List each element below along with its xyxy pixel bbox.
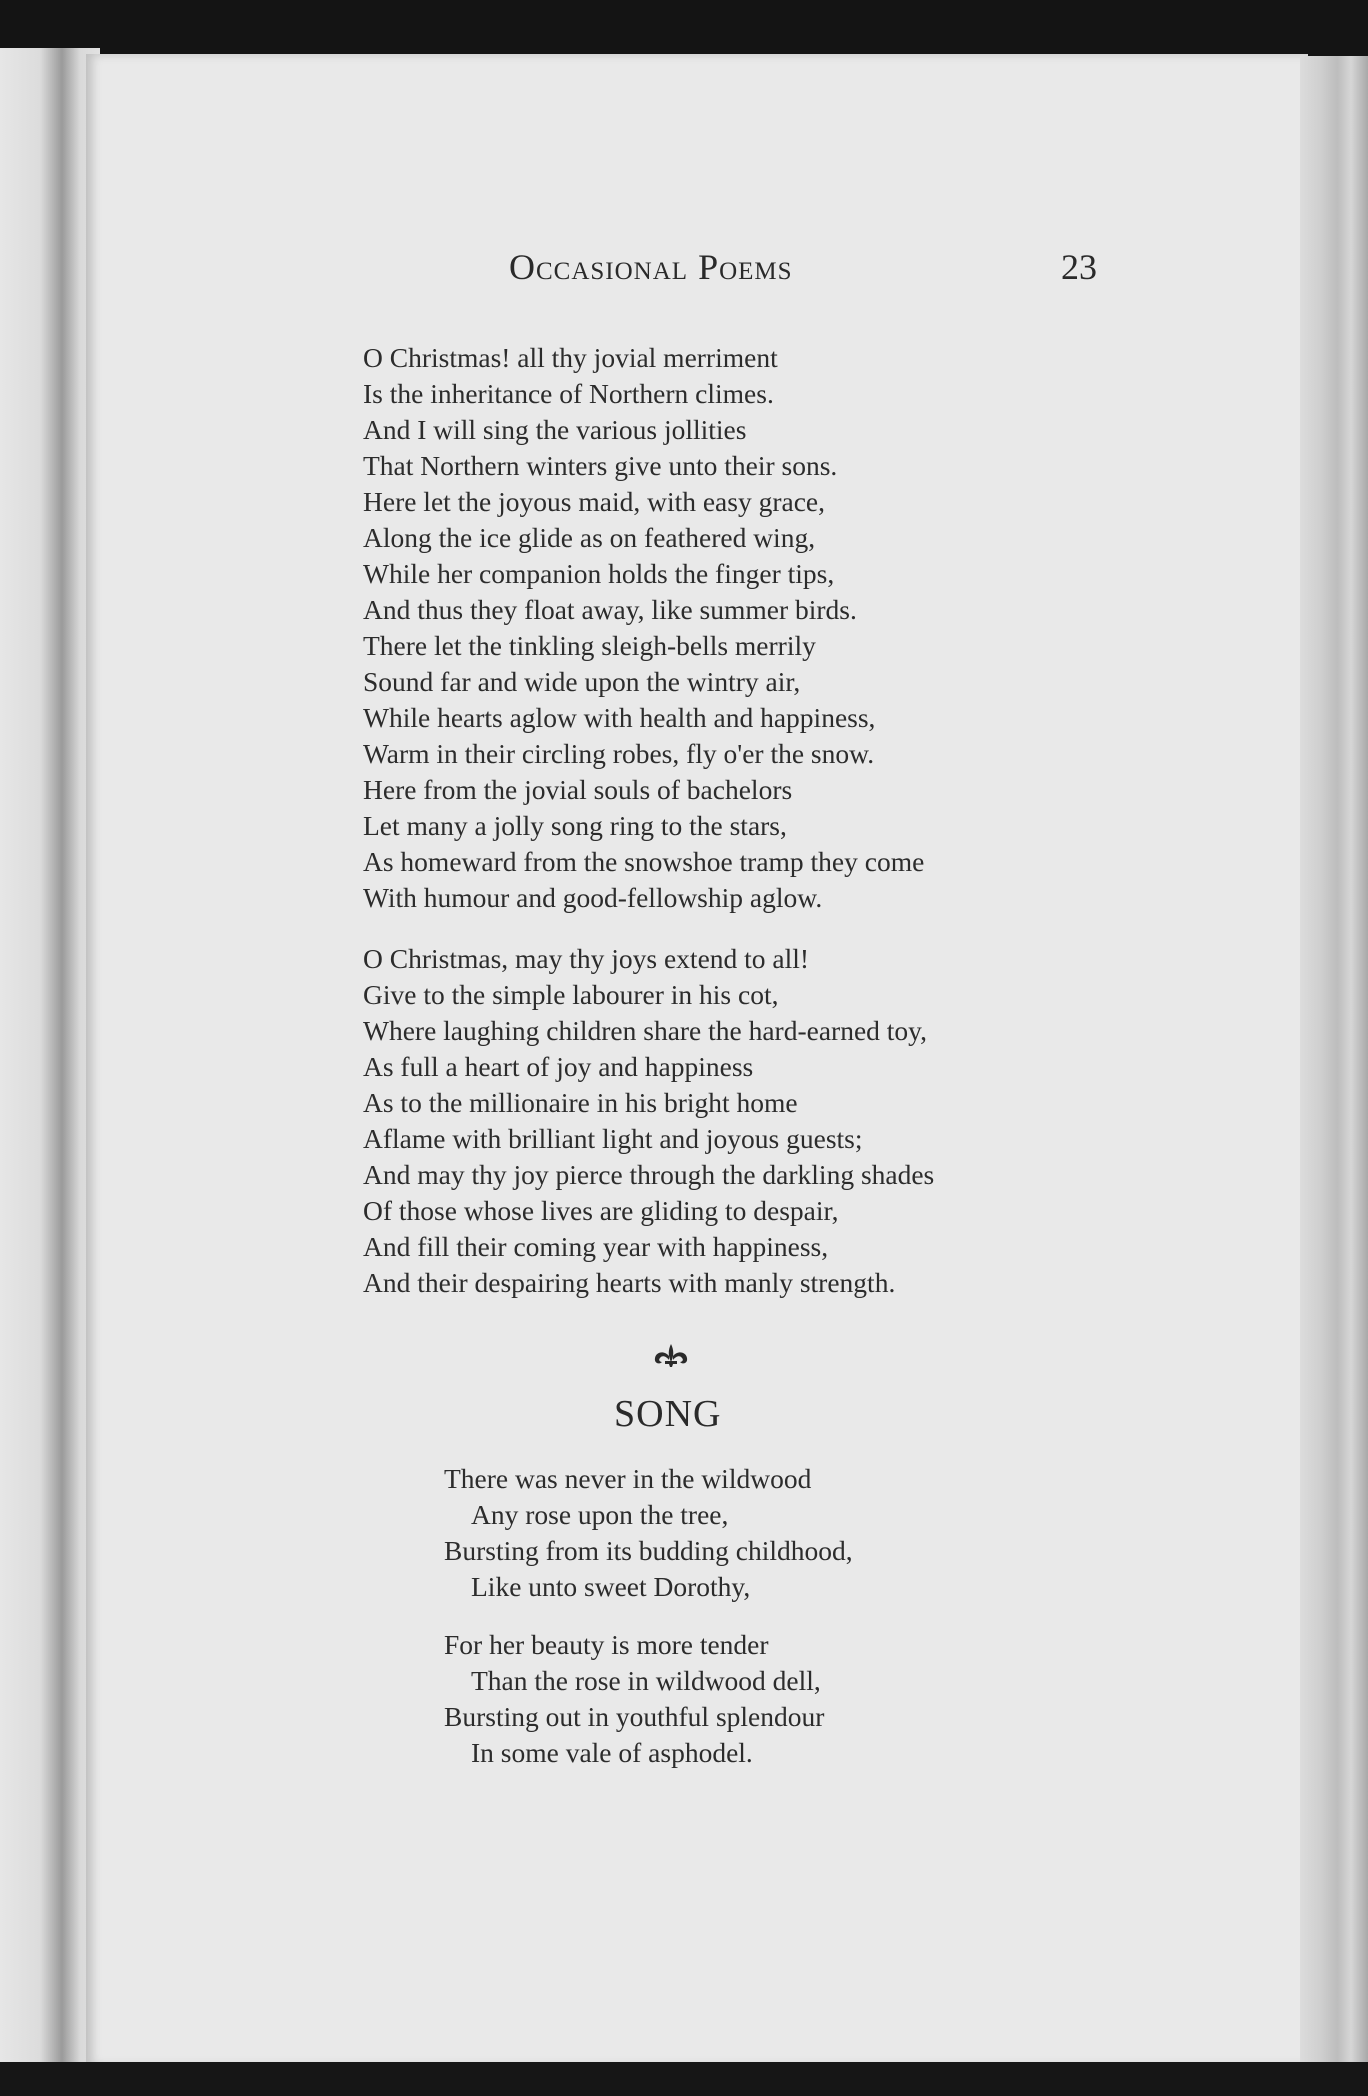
poem-line: And their despairing hearts with manly strength.	[363, 1267, 896, 1298]
poem-line: O Christmas! all thy jovial merriment	[363, 342, 778, 373]
poem-line: And thus they float away, like summer birds.	[363, 594, 857, 625]
poem-line: Give to the simple labourer in his cot,	[363, 979, 779, 1010]
poem-line: While hearts aglow with health and happiness,	[363, 702, 876, 733]
poem-stanza-1	[363, 340, 924, 916]
poem-line: As to the millionaire in his bright home	[363, 1087, 798, 1118]
song-line: In some vale of asphodel.	[471, 1737, 753, 1768]
poem-line: While her companion holds the finger tips,	[363, 558, 835, 589]
poem-line: Where laughing children share the hard-earned toy,	[363, 1015, 928, 1046]
song-line: Bursting out in youthful splendour	[444, 1701, 825, 1732]
poem-line: Here let the joyous maid, with easy grace,	[363, 486, 825, 517]
poem-stanza-2	[363, 941, 934, 1301]
poem-line: O Christmas, may thy joys extend to all!	[363, 943, 810, 974]
page-number: 23	[1061, 247, 1097, 287]
poem-line: Of those whose lives are gliding to despair,	[363, 1195, 839, 1226]
poem-line: Aflame with brilliant light and joyous guests;	[363, 1123, 863, 1154]
poem-line: Here from the jovial souls of bachelors	[363, 774, 793, 805]
poem-line: There let the tinkling sleigh-bells merrily	[363, 630, 816, 661]
poem-line: And may thy joy pierce through the darkling shades	[363, 1159, 935, 1190]
poem-line: As full a heart of joy and happiness	[363, 1051, 754, 1082]
song-stanza-1	[444, 1461, 853, 1605]
poem-line: As homeward from the snowshoe tramp they come	[363, 846, 925, 877]
scan-background-top	[0, 0, 1368, 60]
poem-line: And fill their coming year with happiness,	[363, 1231, 829, 1262]
right-page-edges	[1300, 56, 1368, 2066]
song-line: Than the rose in wildwood dell,	[471, 1665, 821, 1696]
scan-background-bottom	[0, 2062, 1368, 2096]
poem-line: That Northern winters give unto their sons.	[363, 450, 838, 481]
poem-line: Let many a jolly song ring to the stars,	[363, 810, 787, 841]
poem-line: With humour and good-fellowship aglow.	[363, 882, 823, 913]
fleuron-ornament-icon	[650, 1342, 692, 1368]
song-stanza-2	[444, 1627, 824, 1771]
left-page-edge	[0, 48, 100, 2078]
song-line: There was never in the wildwood	[444, 1463, 812, 1494]
poem-line: Warm in their circling robes, fly o'er the snow.	[363, 738, 875, 769]
song-line: Like unto sweet Dorothy,	[471, 1571, 751, 1602]
song-line: Bursting from its budding childhood,	[444, 1535, 853, 1566]
song-line: For her beauty is more tender	[444, 1629, 769, 1660]
song-title: SONG	[614, 1393, 722, 1435]
poem-line: Sound far and wide upon the wintry air,	[363, 666, 801, 697]
running-title: Occasional Poems	[509, 247, 793, 287]
poem-line: Is the inheritance of Northern climes.	[363, 378, 774, 409]
poem-line: Along the ice glide as on feathered wing,	[363, 522, 816, 553]
poem-line: And I will sing the various jollities	[363, 414, 747, 445]
song-line: Any rose upon the tree,	[471, 1499, 729, 1530]
